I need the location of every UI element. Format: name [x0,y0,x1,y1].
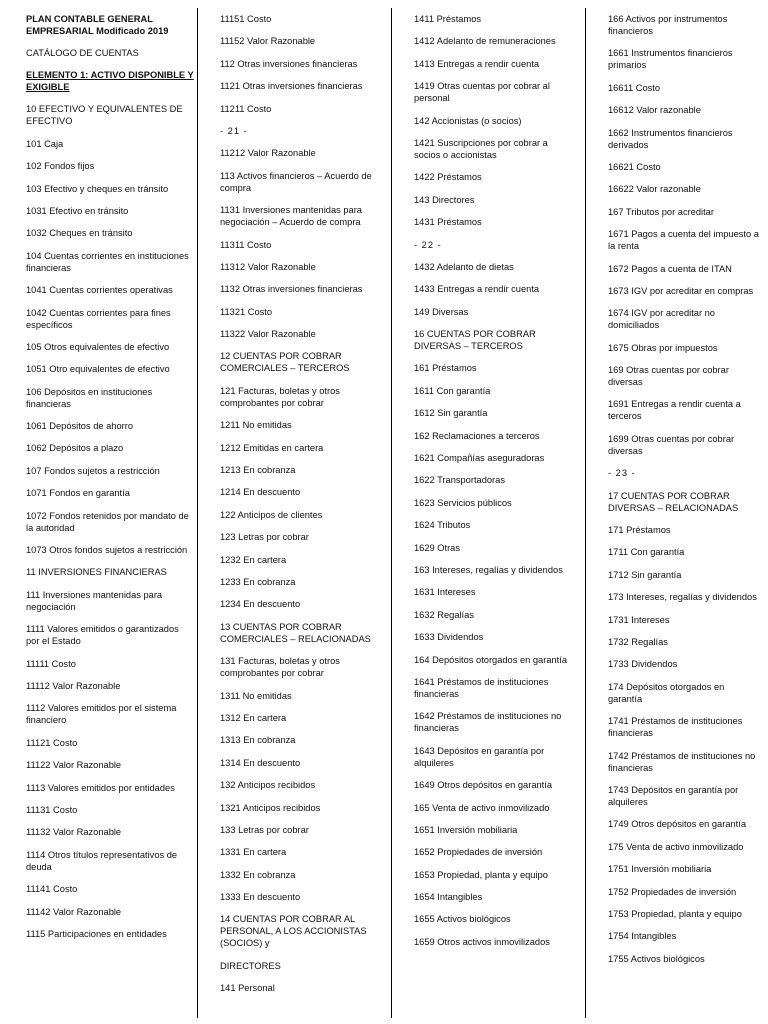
account-entry: 11142 Valor Razonable [26,906,122,917]
account-entry: 1332 En cobranza [220,869,296,880]
account-entry: 1419 Otras cuentas por cobrar al personal [414,81,550,104]
account-entry: 143 Directores [414,194,475,205]
account-entry: 1211 No emitidas [220,420,292,431]
account-entry: 1413 Entregas a rendir cuenta [414,58,540,69]
account-entry: 111 Inversiones mantenidas para negociación [26,589,163,612]
account-entry: 105 Otros equivalentes de efectivo [26,341,170,352]
account-entry: 13 CUENTAS POR COBRAR COMERCIALES – RELACIONADAS [220,621,371,644]
account-entry: 166 Activos por instrumentos financieros [608,14,728,36]
account-list [26,103,194,940]
account-entry: 1632 Regalías [414,609,474,620]
account-entry: 1651 Inversión mobiliaria [414,824,518,835]
account-entry: 102 Fondos fijos [26,161,95,172]
page-number: - 23 - [608,468,636,479]
account-entry: 1711 Con garantía [608,547,685,558]
account-entry: 112 Otras inversiones financieras [220,58,358,69]
account-entry: 1754 Intangibles [608,931,677,942]
account-list [220,13,378,994]
account-entry: 1062 Depósitos a plazo [26,443,124,454]
account-entry: 11111 Costo [26,658,76,669]
account-entry: 11132 Valor Razonable [26,827,122,838]
account-entry: 1662 Instrumentos financieros derivados [608,127,733,150]
account-entry: 1422 Préstamos [414,172,482,183]
account-entry: 171 Préstamos [608,525,671,536]
account-entry: 1654 Intangibles [414,892,483,903]
column-divider [391,8,392,1018]
account-entry: 1741 Préstamos de instituciones financieras [608,716,743,739]
account-entry: 1653 Propiedad, planta y equipo [414,869,548,880]
account-entry: 16611 Costo [608,82,661,93]
account-entry: 164 Depósitos otorgados en garantía [414,654,567,665]
account-entry: 133 Letras por cobrar [220,824,309,835]
account-entry: 11312 Valor Razonable [220,261,316,272]
account-entry: 1061 Depósitos de ahorro [26,421,133,432]
account-entry: 123 Letras por cobrar [220,532,309,543]
account-entry: 1072 Fondos retenidos por mandato de la autoridad [26,510,189,533]
account-entry: 1333 En descuento [220,892,301,903]
account-entry: 1629 Otras [414,542,460,553]
account-entry: 113 Activos financieros – Acuerdo de compra [220,170,372,193]
account-entry: 1652 Propiedades de inversión [414,847,543,858]
account-entry: 11152 Valor Razonable [220,36,316,47]
account-entry: DIRECTORES [220,960,281,971]
account-entry: 1073 Otros fondos sujetos a restricción [26,545,188,556]
account-entry: 1115 Participaciones en entidades [26,928,167,939]
account-entry: 11131 Costo [26,804,78,815]
account-entry: 169 Otras cuentas por cobrar diversas [608,365,729,388]
account-entry: 11141 Costo [26,884,78,895]
account-entry: 163 Intereses, regalías y dividendos [414,564,563,575]
account-entry: 1743 Depósitos en garantía por alquileres [608,784,739,807]
account-entry: 1112 Valores emitidos por el sistema financiero [26,703,177,726]
account-entry: 1432 Adelanto de dietas [414,261,514,272]
account-entry: 103 Efectivo y cheques en tránsito [26,183,169,194]
account-entry: 11151 Costo [220,14,272,24]
account-entry: 1671 Pagos a cuenta del impuesto a la renta [608,229,759,252]
catalog-subtitle: CATÁLOGO DE CUENTAS [26,48,139,58]
account-entry: 1051 Otro equivalentes de efectivo [26,364,170,375]
account-entry: 175 Venta de activo inmovilizado [608,841,744,852]
account-entry: 122 Anticipos de clientes [220,509,323,520]
account-entry: 131 Facturas, boletas y otros comprobantes por cobrar [220,656,340,679]
account-entry: 1421 Suscripciones por cobrar a socios o accionistas [414,137,548,160]
title-line-2: EMPRESARIAL Modificado 2019 [26,26,169,36]
account-entry: 1313 En cobranza [220,735,296,746]
account-entry: 1661 Instrumentos financieros primarios [608,48,733,71]
account-entry: 11121 Costo [26,737,78,748]
column-divider [197,8,198,1018]
account-entry: 1331 En cartera [220,847,287,858]
account-entry: 141 Personal [220,983,275,994]
account-entry: 1411 Préstamos [414,14,482,24]
account-entry: 1111 Valores emitidos o garantizados por el Estado [26,624,179,647]
account-entry: 1733 Dividendos [608,659,678,670]
account-entry: 16622 Valor razonable [608,184,701,195]
account-entry: 1631 Intereses [414,587,476,598]
account-entry: 1675 Obras por impuestos [608,342,718,353]
account-entry: 12 CUENTAS POR COBRAR COMERCIALES – TERCEROS [220,351,350,374]
account-entry: 1042 Cuentas corrientes para fines específicos [26,307,171,330]
account-entry: 1071 Fondos en garantía [26,488,130,499]
account-entry: 11321 Costo [220,306,273,317]
page-number: - 22 - [414,239,442,250]
account-entry: 1612 Sin garantía [414,408,488,419]
account-entry: 1113 Valores emitidos por entidades [26,782,175,793]
account-entry: 1673 IGV por acreditar en compras [608,285,754,296]
account-entry: 1624 Tributos [414,520,471,531]
account-entry: 1649 Otros depósitos en garantía [414,780,552,791]
account-entry: 1659 Otros activos inmovilizados [414,936,550,947]
account-entry: 1633 Dividendos [414,632,484,643]
column-2 [220,13,378,1024]
account-entry: 1114 Otros títulos representativos de deuda [26,849,178,872]
column-divider [585,8,586,1018]
account-entry: 1431 Préstamos [414,217,482,228]
account-entry: 16 CUENTAS POR COBRAR DIVERSAS – TERCEROS [414,329,536,352]
account-entry: 1212 Emitidas en cartera [220,442,324,453]
account-entry: 142 Accionistas (o socios) [414,115,522,126]
account-entry: 1742 Préstamos de instituciones no financieras [608,750,756,773]
account-entry: 1314 En descuento [220,757,301,768]
account-entry: 1643 Depósitos en garantía por alquileres [414,745,545,768]
account-entry: 167 Tributos por acreditar [608,206,714,217]
account-list [414,13,572,948]
account-entry: 1672 Pagos a cuenta de ITAN [608,263,732,274]
account-entry: 165 Venta de activo inmovilizado [414,802,550,813]
account-entry: 1121 Otras inversiones financieras [220,81,363,92]
account-entry: 1234 En descuento [220,599,301,610]
column-3 [414,13,572,1024]
account-entry: 161 Préstamos [414,363,477,374]
column-1 [26,13,194,1024]
account-entry: 1749 Otros depósitos en garantía [608,819,746,830]
account-entry: 174 Depósitos otorgados en garantía [608,681,725,704]
account-entry: 10 EFECTIVO Y EQUIVALENTES DE EFECTIVO [26,104,183,127]
account-entry: 1214 En descuento [220,487,301,498]
account-entry: 1311 No emitidas [220,690,292,701]
account-entry: 1712 Sin garantía [608,569,682,580]
account-entry: 11311 Costo [220,239,272,250]
account-entry: 1041 Cuentas corrientes operativas [26,285,173,296]
account-list [608,13,760,965]
account-entry: 11211 Costo [220,103,272,114]
account-entry: 1433 Entregas a rendir cuenta [414,284,540,295]
account-entry: 1755 Activos biológicos [608,953,705,964]
account-entry: 1655 Activos biológicos [414,914,511,925]
account-entry: 1691 Entregas a rendir cuenta a terceros [608,399,741,422]
account-entry: 1623 Servicios públicos [414,497,512,508]
account-entry: 1642 Préstamos de instituciones no financieras [414,711,562,734]
account-entry: 1641 Préstamos de instituciones financieras [414,676,549,699]
account-entry: 1232 En cartera [220,554,287,565]
page-number: - 21 - [220,125,248,136]
account-entry: 132 Anticipos recibidos [220,780,316,791]
account-entry: 121 Facturas, boletas y otros comprobantes por cobrar [220,385,340,408]
account-entry: 1621 Compañías aseguradoras [414,453,545,464]
account-entry: 1233 En cobranza [220,576,296,587]
account-entry: 107 Fondos sujetos a restricción [26,465,160,476]
account-entry: 1622 Transportadoras [414,475,505,486]
account-entry: 16621 Costo [608,161,661,172]
account-entry: 1412 Adelanto de remuneraciones [414,36,556,47]
account-entry: 1752 Propiedades de inversión [608,886,737,897]
account-entry: 1611 Con garantía [414,385,491,396]
title-line-1: PLAN CONTABLE GENERAL [26,14,153,24]
account-entry: 11212 Valor Razonable [220,148,316,159]
account-entry: 101 Caja [26,138,64,149]
account-entry: 1032 Cheques en tránsito [26,228,133,239]
account-entry: 16612 Valor razonable [608,105,701,116]
document-title [26,13,194,37]
account-entry: 14 CUENTAS POR COBRAR AL PERSONAL, A LOS ACCIONISTAS (SOCIOS) y [220,914,367,949]
account-entry: 1312 En cartera [220,712,287,723]
account-entry: 149 Diversas [414,306,469,317]
account-entry: 162 Reclamaciones a terceros [414,430,540,441]
account-entry: 104 Cuentas corrientes en instituciones financieras [26,250,189,273]
account-entry: 1753 Propiedad, planta y equipo [608,908,742,919]
account-entry: 106 Depósitos en instituciones financieras [26,386,153,409]
account-entry: 11322 Valor Razonable [220,329,316,340]
account-entry: 1674 IGV por acreditar no domiciliados [608,308,715,331]
account-entry: 11112 Valor Razonable [26,680,121,691]
element-heading: ELEMENTO 1: ACTIVO DISPONIBLE Y EXIGIBLE [26,70,194,93]
account-entry: 1131 Inversiones mantenidas para negociación – Acuerdo de compra [220,205,362,228]
account-entry: 1699 Otras cuentas por cobrar diversas [608,433,735,456]
account-entry: 1751 Inversión mobiliaria [608,864,712,875]
account-entry: 1321 Anticipos recibidos [220,802,321,813]
account-entry: 11 INVERSIONES FINANCIERAS [26,567,167,578]
account-entry: 1732 Regalías [608,636,668,647]
account-entry: 11122 Valor Razonable [26,760,122,771]
account-entry: 1132 Otras inversiones financieras [220,284,363,295]
account-entry: 1731 Intereses [608,614,670,625]
column-4 [608,13,760,1024]
account-entry: 173 Intereses, regalías y dividendos [608,592,757,603]
account-entry: 1031 Efectivo en tránsito [26,205,129,216]
account-entry: 1213 En cobranza [220,465,296,476]
account-entry: 17 CUENTAS POR COBRAR DIVERSAS – RELACIONADAS [608,490,739,513]
